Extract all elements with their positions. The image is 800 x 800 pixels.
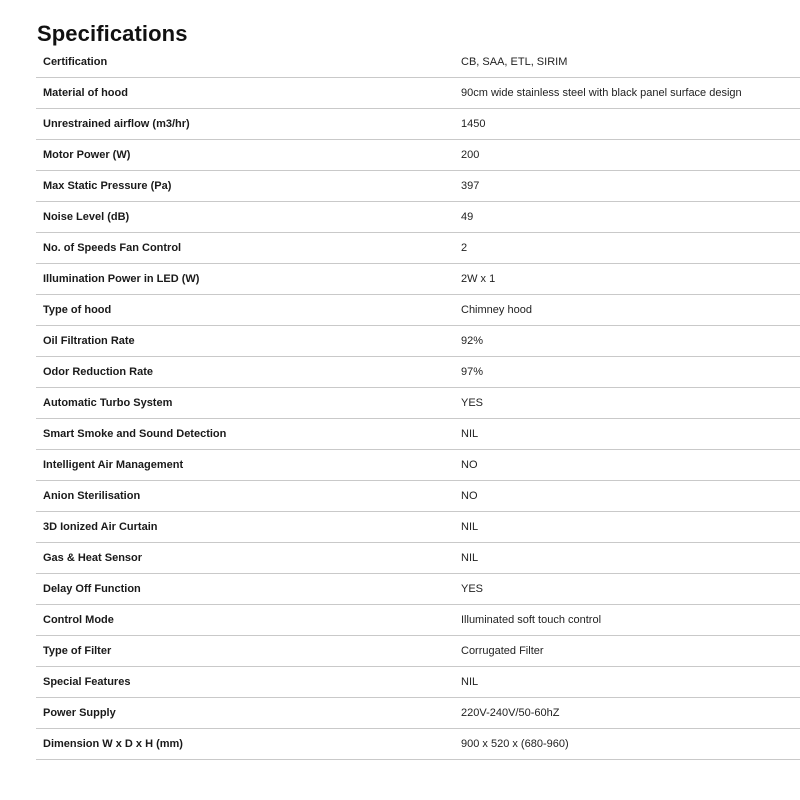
- spec-value: 90cm wide stainless steel with black panel surface design: [461, 78, 800, 109]
- spec-label: Type of hood: [36, 295, 461, 326]
- table-row: [36, 264, 800, 295]
- spec-value: NO: [461, 481, 800, 512]
- spec-label: Automatic Turbo System: [36, 388, 461, 419]
- spec-label: Delay Off Function: [36, 574, 461, 605]
- spec-label: Special Features: [36, 667, 461, 698]
- spec-value: 200: [461, 140, 800, 171]
- table-row: [36, 326, 800, 357]
- spec-value: NIL: [461, 512, 800, 543]
- spec-value: YES: [461, 388, 800, 419]
- spec-label: Illumination Power in LED (W): [36, 264, 461, 295]
- spec-value: Corrugated Filter: [461, 636, 800, 667]
- specifications-table: [36, 47, 800, 760]
- table-row: [36, 667, 800, 698]
- table-row: [36, 450, 800, 481]
- spec-label: Dimension W x D x H (mm): [36, 729, 461, 760]
- spec-value: 92%: [461, 326, 800, 357]
- spec-value: 2: [461, 233, 800, 264]
- table-row: [36, 78, 800, 109]
- spec-label: Material of hood: [36, 78, 461, 109]
- spec-value: CB, SAA, ETL, SIRIM: [461, 47, 800, 78]
- spec-label: Power Supply: [36, 698, 461, 729]
- spec-value: 1450: [461, 109, 800, 140]
- spec-value: Chimney hood: [461, 295, 800, 326]
- spec-label: No. of Speeds Fan Control: [36, 233, 461, 264]
- spec-label: Smart Smoke and Sound Detection: [36, 419, 461, 450]
- spec-label: Unrestrained airflow (m3/hr): [36, 109, 461, 140]
- spec-label: 3D Ionized Air Curtain: [36, 512, 461, 543]
- table-row: [36, 202, 800, 233]
- table-row: [36, 574, 800, 605]
- spec-label: Oil Filtration Rate: [36, 326, 461, 357]
- table-row: [36, 543, 800, 574]
- table-row: [36, 171, 800, 202]
- spec-value: 900 x 520 x (680-960): [461, 729, 800, 760]
- table-row: [36, 140, 800, 171]
- spec-label: Motor Power (W): [36, 140, 461, 171]
- table-row: [36, 481, 800, 512]
- spec-label: Odor Reduction Rate: [36, 357, 461, 388]
- spec-label: Anion Sterilisation: [36, 481, 461, 512]
- spec-value: 49: [461, 202, 800, 233]
- spec-value: 220V-240V/50-60hZ: [461, 698, 800, 729]
- table-row: [36, 47, 800, 78]
- spec-value: 2W x 1: [461, 264, 800, 295]
- spec-label: Type of Filter: [36, 636, 461, 667]
- table-row: [36, 388, 800, 419]
- table-row: [36, 295, 800, 326]
- spec-value: 97%: [461, 357, 800, 388]
- spec-label: Control Mode: [36, 605, 461, 636]
- table-row: [36, 729, 800, 760]
- spec-value: NO: [461, 450, 800, 481]
- spec-value: NIL: [461, 667, 800, 698]
- table-row: [36, 233, 800, 264]
- page-title: Specifications: [37, 21, 188, 46]
- table-row: [36, 109, 800, 140]
- spec-value: NIL: [461, 419, 800, 450]
- spec-value: 397: [461, 171, 800, 202]
- spec-label: Gas & Heat Sensor: [36, 543, 461, 574]
- table-row: [36, 636, 800, 667]
- table-row: [36, 357, 800, 388]
- table-row: [36, 512, 800, 543]
- spec-label: Intelligent Air Management: [36, 450, 461, 481]
- table-row: [36, 605, 800, 636]
- spec-value: NIL: [461, 543, 800, 574]
- spec-label: Max Static Pressure (Pa): [36, 171, 461, 202]
- specifications-table-body: [36, 47, 800, 760]
- spec-value: Illuminated soft touch control: [461, 605, 800, 636]
- table-row: [36, 419, 800, 450]
- spec-label: Certification: [36, 47, 461, 78]
- spec-label: Noise Level (dB): [36, 202, 461, 233]
- spec-value: YES: [461, 574, 800, 605]
- table-row: [36, 698, 800, 729]
